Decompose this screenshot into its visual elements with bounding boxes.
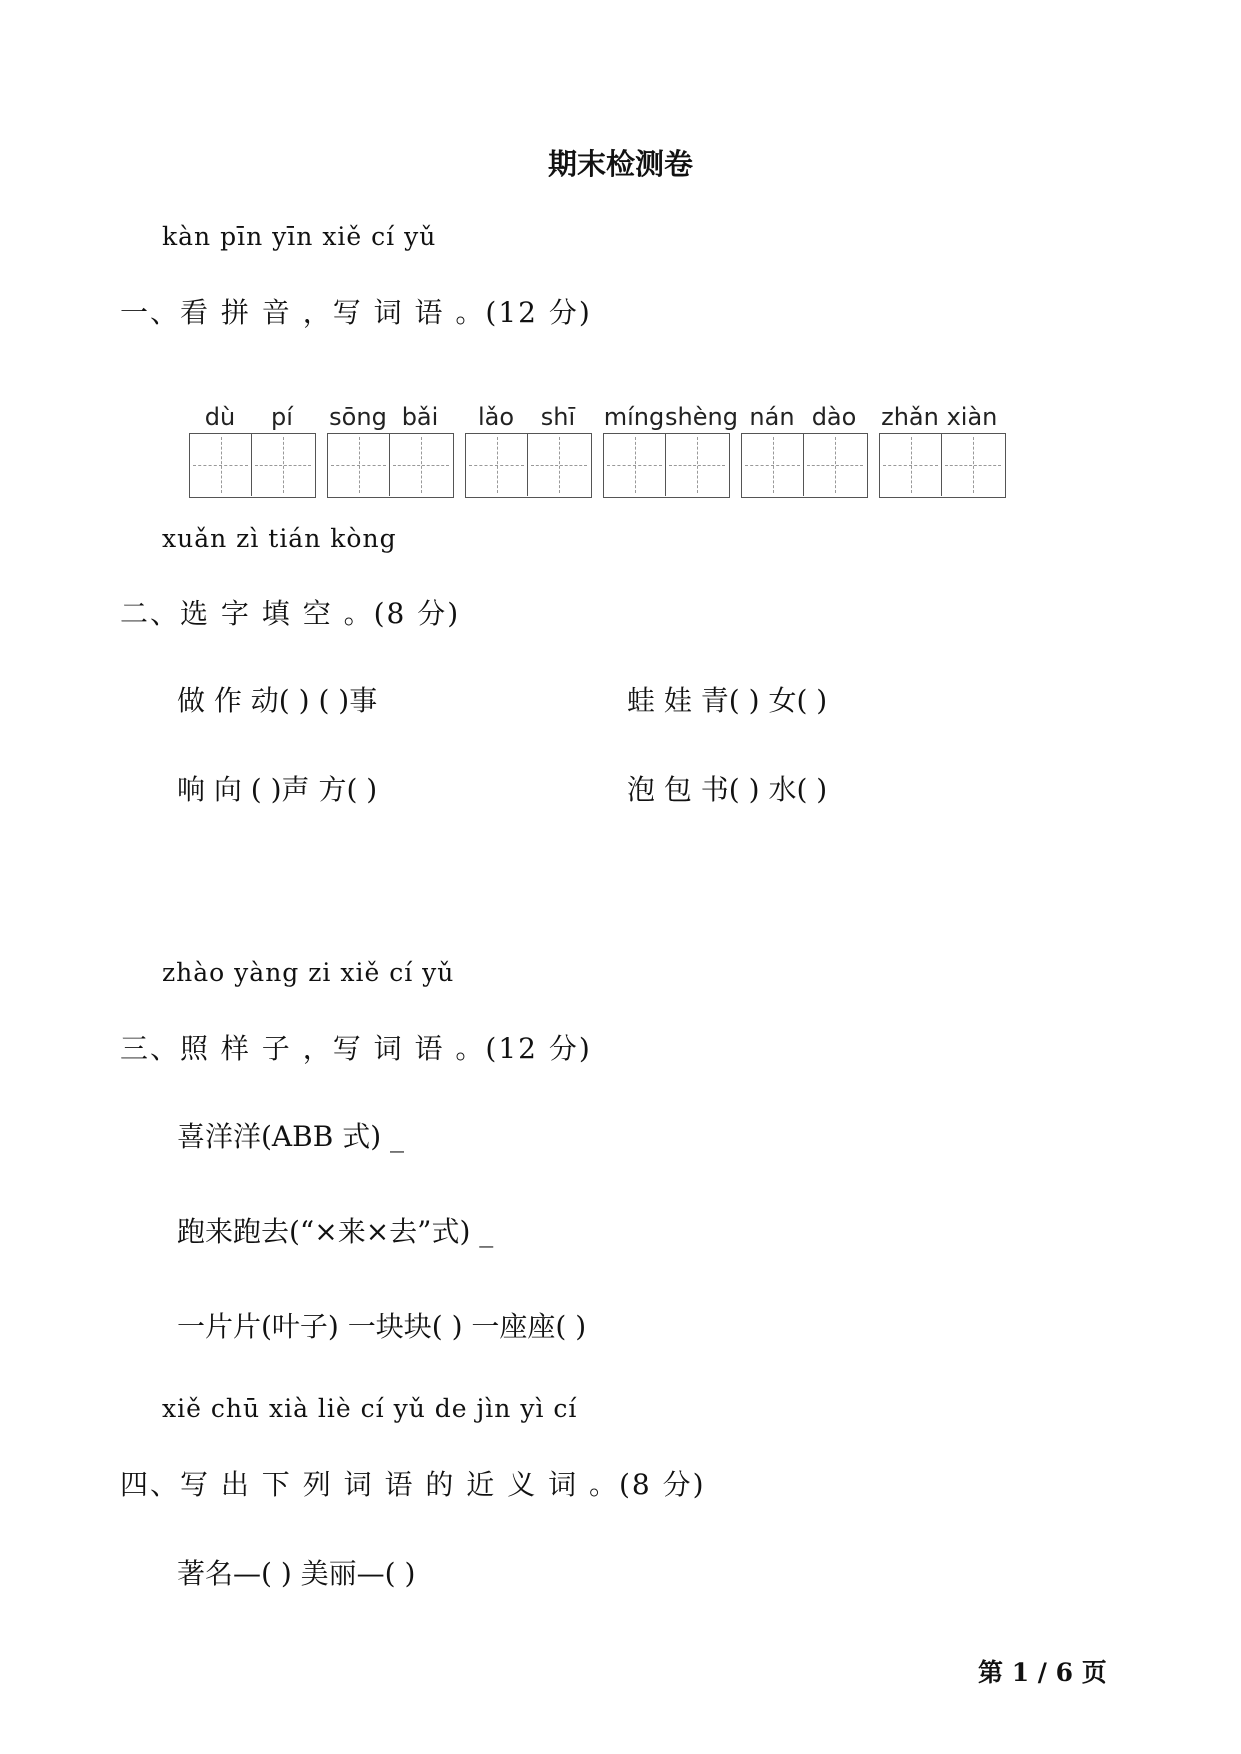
section2-row1-right: 蛙 娃 青( ) 女( ) bbox=[627, 684, 828, 717]
tianzige-box[interactable] bbox=[879, 433, 1006, 498]
tianzige-cell[interactable] bbox=[252, 434, 314, 496]
tianzige-box[interactable] bbox=[465, 433, 592, 498]
tianzige-cell[interactable] bbox=[528, 434, 590, 496]
section4-item-synonyms: 著名—( ) 美丽—( ) bbox=[177, 1557, 416, 1590]
tianzige-box[interactable] bbox=[603, 433, 730, 498]
tianzige-cell[interactable] bbox=[942, 434, 1004, 496]
tianzige-box[interactable] bbox=[327, 433, 454, 498]
grid-pinyin-label: bǎi bbox=[401, 403, 439, 431]
grid-pinyin-label: shèng bbox=[665, 403, 738, 431]
grid-pinyin-label: xiàn bbox=[946, 403, 998, 431]
tianzige-cell[interactable] bbox=[390, 434, 452, 496]
tianzige-box[interactable] bbox=[189, 433, 316, 498]
tianzige-cell[interactable] bbox=[804, 434, 866, 496]
section1-heading: 一、看 拼 音 ，写 词 语 。(12 分) bbox=[120, 296, 592, 329]
section4-heading: 四、写 出 下 列 词 语 的 近 义 词 。(8 分) bbox=[120, 1468, 706, 1501]
grid-pinyin-label: dù bbox=[204, 403, 236, 431]
grid-pinyin-label: shī bbox=[540, 403, 576, 431]
tianzige-cell[interactable] bbox=[190, 434, 252, 496]
section4-pinyin: xiě chū xià liè cí yǔ de jìn yì cí bbox=[162, 1394, 578, 1423]
tianzige-box[interactable] bbox=[741, 433, 868, 498]
section2-row2-right: 泡 包 书( ) 水( ) bbox=[627, 773, 828, 806]
section2-row1-left: 做 作 动( ) ( )事 bbox=[177, 684, 378, 717]
section3-item-measure: 一片片(叶子) 一块块( ) 一座座( ) bbox=[177, 1310, 587, 1343]
section3-item-laiqu: 跑来跑去(“×来×去”式) _ bbox=[177, 1215, 494, 1248]
tianzige-cell[interactable] bbox=[328, 434, 390, 496]
section2-row2-left: 响 向 ( )声 方( ) bbox=[177, 773, 378, 806]
grid-pinyin-label: zhǎn bbox=[881, 403, 939, 431]
tianzige-cell[interactable] bbox=[604, 434, 666, 496]
section3-pinyin: zhào yàng zi xiě cí yǔ bbox=[162, 958, 455, 987]
grid-pinyin-label: míng bbox=[603, 403, 665, 431]
tianzige-cell[interactable] bbox=[880, 434, 942, 496]
tianzige-cell[interactable] bbox=[466, 434, 528, 496]
page-title: 期末检测卷 bbox=[547, 147, 693, 181]
section3-item-abb: 喜洋洋(ABB 式) _ bbox=[177, 1120, 405, 1153]
grid-pinyin-label: pí bbox=[271, 403, 293, 431]
section2-pinyin: xuǎn zì tián kòng bbox=[162, 524, 397, 553]
grid-pinyin-label: sōng bbox=[329, 403, 387, 431]
grid-pinyin-label: lǎo bbox=[477, 403, 515, 431]
grid-pinyin-label: dào bbox=[811, 403, 857, 431]
tianzige-cell[interactable] bbox=[742, 434, 804, 496]
section1-pinyin: kàn pīn yīn xiě cí yǔ bbox=[162, 222, 437, 251]
grid-pinyin-label: nán bbox=[749, 403, 795, 431]
section2-heading: 二、选 字 填 空 。(8 分) bbox=[120, 597, 461, 630]
section3-heading: 三、照 样 子 ，写 词 语 。(12 分) bbox=[120, 1032, 592, 1065]
page-number: 第 1 / 6 页 bbox=[978, 1658, 1107, 1687]
tianzige-cell[interactable] bbox=[666, 434, 728, 496]
